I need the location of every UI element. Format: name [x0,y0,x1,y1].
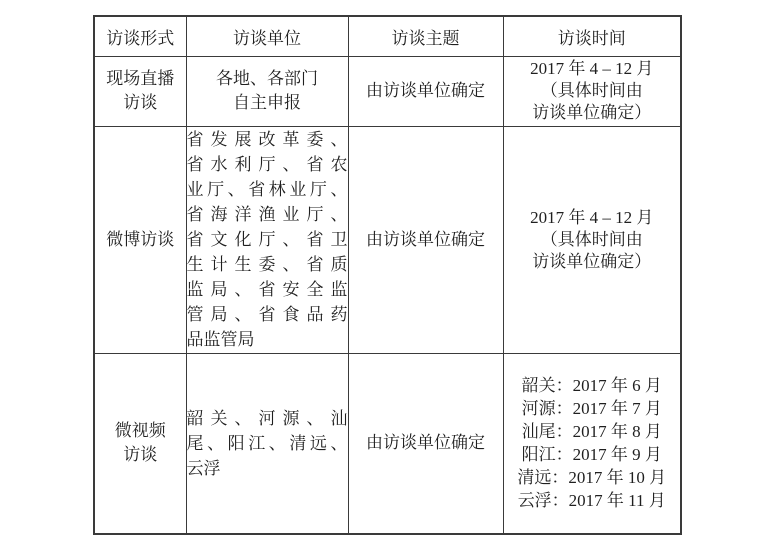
cell-text-line: 清远：2017 年 10 月 [517,468,667,488]
header-row [94,16,681,56]
cell-text-line: 阳江：2017 年 9 月 [521,445,662,465]
header-topic: 访谈主题 [348,16,503,56]
cell-text-line: （具体时间由 [540,81,643,100]
cell-text-line: 省水利厅、省农 [186,155,348,174]
cell-text-line: 管局、省食品药 [186,305,348,324]
header-time: 访谈时间 [503,16,681,56]
cell-topic [348,56,503,126]
cell-text-line: 生计生委、省质 [186,255,348,274]
cell-text-line: 省文化厅、省卫 [186,230,348,249]
cell-text-line: 由访谈单位确定 [366,229,485,249]
cell-text-line: 微博访谈 [106,229,175,249]
interview-schedule-table [93,15,682,535]
cell-text-line: 2017 年 4 – 12 月 [530,207,654,227]
cell-text-line: 品监管局 [186,330,255,349]
table-row-live-broadcast [94,56,681,126]
cell-topic [348,126,503,353]
cell-text-line: 尾、阳江、清远、 [186,433,348,453]
cell-text-line: 省海洋渔业厅、 [186,205,348,224]
header-unit: 访谈单位 [186,16,348,56]
cell-format [94,56,186,126]
cell-text-line: 2017 年 4 – 12 月 [530,59,654,78]
table-row-micro-video [94,353,681,534]
cell-unit [186,126,348,353]
cell-text-line: （具体时间由 [540,229,643,249]
cell-text-line: 汕尾：2017 年 8 月 [521,422,662,442]
cell-text-line: 自主申报 [233,93,301,112]
cell-text-line: 访谈单位确定） [532,103,652,122]
cell-text-line: 韶关：2017 年 6 月 [521,376,662,396]
cell-time [503,353,681,534]
cell-format [94,126,186,353]
cell-time [503,126,681,353]
cell-text-line: 现场直播 [106,69,175,88]
cell-text-line: 云浮：2017 年 11 月 [517,491,666,511]
header-format: 访谈形式 [94,16,186,56]
cell-text-line: 河源：2017 年 7 月 [521,399,662,419]
cell-text-line: 云浮 [186,458,221,478]
cell-text-line: 访谈单位确定） [532,251,652,271]
cell-text-line: 由访谈单位确定 [366,433,485,453]
cell-text-line: 各地、各部门 [216,69,318,88]
cell-unit [186,56,348,126]
cell-text-line: 微视频 [114,421,166,441]
table-row-weibo [94,126,681,353]
cell-unit [186,353,348,534]
cell-text-line: 由访谈单位确定 [366,81,485,100]
cell-text-line: 访谈 [123,93,158,112]
cell-text-line: 业厅、省林业厅、 [186,180,348,199]
cell-text-line: 韶关、河源、汕 [186,408,348,428]
cell-time [503,56,681,126]
cell-text-line: 访谈 [123,445,158,465]
cell-topic [348,353,503,534]
cell-text-line: 省发展改革委、 [186,130,348,149]
cell-text-line: 监局、省安全监 [186,280,348,299]
cell-format [94,353,186,534]
